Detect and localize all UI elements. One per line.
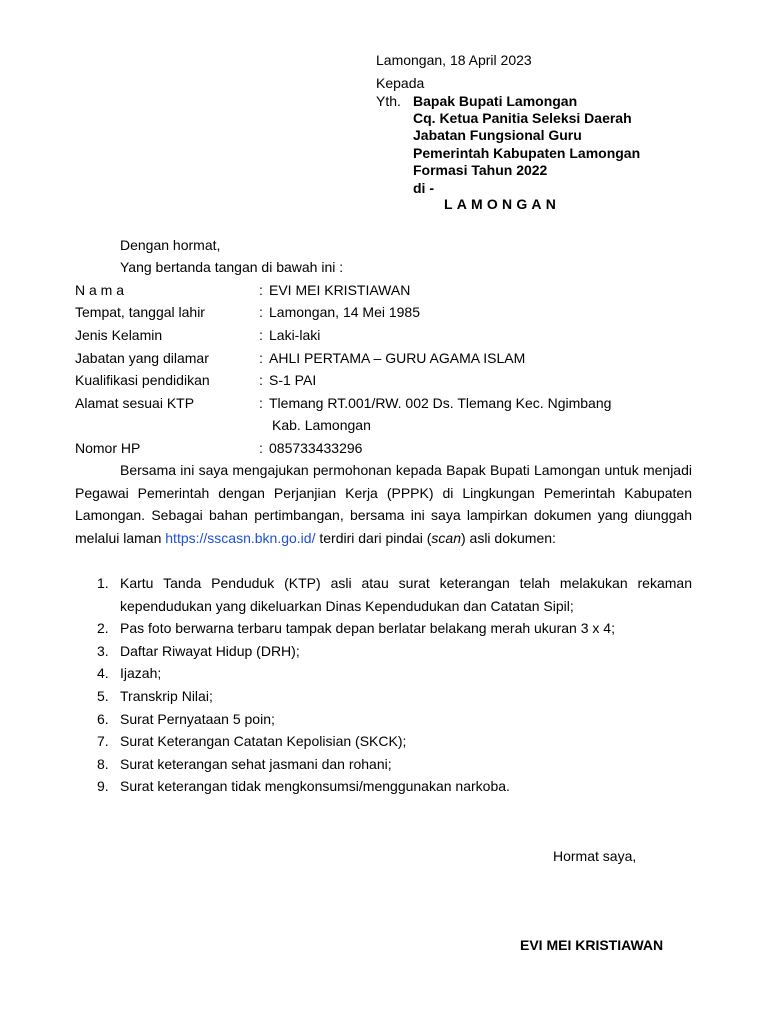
field-separator: : (259, 440, 263, 456)
closing-regards: Hormat saya, (553, 848, 637, 864)
list-item (75, 572, 692, 617)
body-text-1: Bersama ini saya mengajukan permohonan kepada Bapak Bupati Lamongan untuk menjadi Pegawai Pemerintah dengan Perjanjian Kerja (PPPK) di Lingkungan Pemerintah Kabupaten Lamongan. Sebagai bahan pertimbangan, bersama ini saya lampirkan dokumen yang diunggah melalui laman (75, 462, 692, 546)
list-item (75, 753, 692, 776)
list-number: 9. (97, 778, 109, 795)
body-text-3: ) asli dokumen: (460, 529, 556, 546)
field-separator: : (259, 327, 263, 343)
field-value: S-1 PAI (269, 372, 317, 388)
list-number: 6. (97, 710, 109, 727)
list-number: 3. (97, 642, 109, 659)
field-separator: : (259, 304, 263, 320)
list-text: Daftar Riwayat Hidup (DRH); (120, 642, 300, 659)
field-label: Nomor HP (75, 440, 141, 456)
field-value: 085733433296 (269, 440, 363, 456)
recipient-city: LAMONGAN (444, 196, 561, 212)
list-item (75, 730, 692, 753)
list-item (75, 775, 692, 798)
document-list (75, 572, 692, 798)
list-number: 4. (97, 665, 109, 682)
field-label: Alamat sesuai KTP (75, 395, 195, 411)
field-value: EVI MEI KRISTIAWAN (269, 282, 411, 298)
salutation: Dengan hormat, (120, 237, 221, 253)
recipient-line-4: Pemerintah Kabupaten Lamongan (413, 145, 641, 161)
list-number: 7. (97, 733, 109, 750)
yth-label: Yth. (376, 93, 401, 109)
list-text: Kartu Tanda Penduduk (KTP) asli atau surat keterangan telah melakukan rekaman kependudukan yang dikeluarkan Dinas Kependudukan dan Catatan Sipil; (120, 575, 692, 614)
list-item (75, 617, 692, 640)
list-text: Transkrip Nilai; (120, 687, 213, 704)
field-value: Laki-laki (269, 327, 321, 343)
list-text: Surat Pernyataan 5 poin; (120, 710, 275, 727)
body-paragraph (75, 459, 692, 549)
kepada-label: Kepada (376, 75, 425, 91)
intro-line: Yang bertanda tangan di bawah ini : (120, 259, 344, 275)
place-date: Lamongan, 18 April 2023 (376, 52, 532, 68)
body-text-2: terdiri dari pindai ( (315, 529, 432, 546)
list-text: Surat keterangan sehat jasmani dan rohani; (120, 755, 392, 772)
list-number: 8. (97, 755, 109, 772)
field-value: AHLI PERTAMA – GURU AGAMA ISLAM (269, 350, 526, 366)
field-label: Jabatan yang dilamar (75, 350, 209, 366)
list-text: Pas foto berwarna terbaru tampak depan berlatar belakang merah ukuran 3 x 4; (120, 620, 615, 637)
field-value: Tlemang RT.001/RW. 002 Ds. Tlemang Kec. Ngimbang (269, 395, 612, 411)
list-text: Surat keterangan tidak mengkonsumsi/menggunakan narkoba. (120, 778, 510, 795)
list-item (75, 662, 692, 685)
field-separator: : (259, 282, 263, 298)
field-label: Kualifikasi pendidikan (75, 372, 210, 388)
recipient-line-2: Cq. Ketua Panitia Seleksi Daerah (413, 110, 632, 126)
sscasn-link[interactable]: https://sscasn.bkn.go.id/ (165, 529, 316, 546)
field-value: Lamongan, 14 Mei 1985 (269, 304, 420, 320)
list-number: 2. (97, 620, 109, 637)
list-text: Ijazah; (120, 665, 162, 682)
signatory-name: EVI MEI KRISTIAWAN (520, 937, 664, 953)
body-italic-scan: scan (431, 529, 461, 546)
recipient-line-5: Formasi Tahun 2022 (413, 162, 548, 178)
list-number: 1. (97, 575, 109, 591)
list-item (75, 640, 692, 663)
list-number: 5. (97, 687, 109, 704)
list-item (75, 708, 692, 731)
field-separator: : (259, 372, 263, 388)
field-value: Kab. Lamongan (272, 417, 371, 433)
list-item (75, 685, 692, 708)
recipient-line-6: di - (413, 180, 434, 196)
field-separator: : (259, 350, 263, 366)
field-label: Jenis Kelamin (75, 327, 163, 343)
field-label: Tempat, tanggal lahir (75, 304, 205, 320)
field-separator: : (259, 395, 263, 411)
recipient-line-1: Bapak Bupati Lamongan (413, 93, 578, 109)
recipient-line-3: Jabatan Fungsional Guru (413, 127, 582, 143)
field-label: N a m a (75, 282, 125, 298)
list-text: Surat Keterangan Catatan Kepolisian (SKCK); (120, 733, 407, 750)
